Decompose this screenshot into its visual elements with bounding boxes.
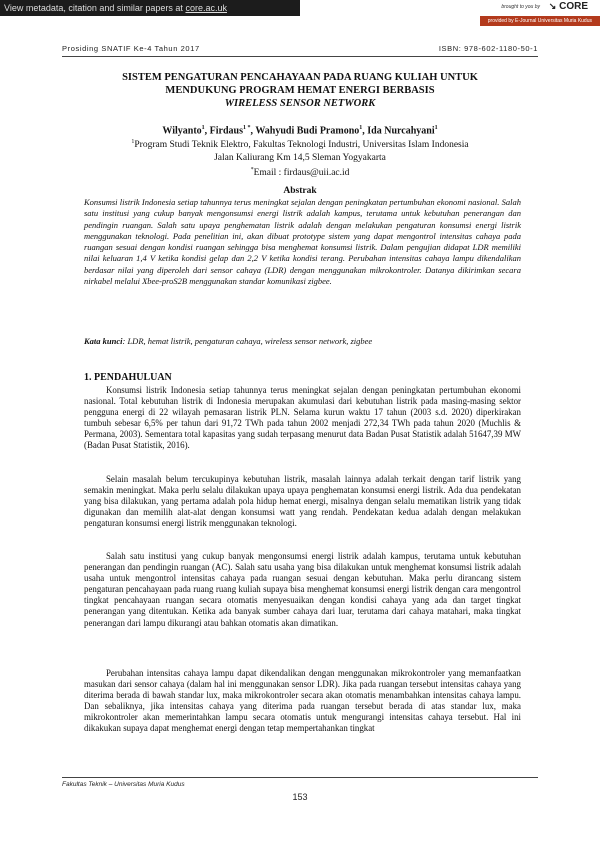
core-link[interactable]: core.ac.uk: [185, 3, 227, 13]
title-line-3: WIRELESS SENSOR NETWORK: [224, 98, 376, 109]
header-rule: [62, 56, 538, 57]
isbn: ISBN: 978-602-1180-50-1: [438, 44, 538, 53]
affil-address: Jalan Kaliurang Km 14,5 Sleman Yogyakarta: [214, 152, 386, 163]
paragraph: Selain masalah belum tercukupinya kebutuhan listrik, masalah lainnya adalah terkait dengan tarif listrik yang semakin meningkat. Maka perlu selalu dilakukan upaya upaya penghematan konsumsi energi listrik. Ada dua pendekatan yang bisa dilakukan, yang pertama adalah pola hidup hemat energi, misalnya dengan selalu mematikan listrik yang tidak digunakan dan memilih alat-alat dengan konsumsi watt yang rendah. Pendekatan kedua adalah dengan melakukan pengaturan konsumsi energi listrik menggunakan teknologi.: [84, 474, 521, 529]
footer-faculty: Fakultas Teknik – Universitas Muria Kudus: [62, 781, 185, 788]
core-metadata-text: View metadata, citation and similar papers at: [4, 3, 183, 13]
author-list: Wilyanto$^1$, Firdaus$^{1 *}$, Wahyudi Budi Pramono$^1$, Ida Nurcahyani$^1$: [162, 125, 438, 137]
affil-institution: Program Studi Teknik Elektro, Fakultas Teknologi Industri, Universitas Islam Indonesia: [134, 140, 469, 151]
page-number: 153: [292, 792, 308, 802]
author-1: Wilyanto: [162, 125, 202, 137]
footer-rule: [62, 777, 538, 778]
author-3-sup: 1: [359, 125, 363, 131]
paragraph: Salah satu institusi yang cukup banyak mengonsumsi energi listrik adalah kampus, terutama untuk kebutuhan penerangan dan pendingin ruangan (AC). Salah satu usaha yang bisa dilakukan untuk menghemat konsumsi listrik adalah usaha untuk mengontrol intensitas cahaya pada ruangan sesuai dengan kebutuhan. Maka perlu dirancang sistem pengaturan pencahayaan pada ruang ruang kuliah supaya bisa menghemat konsumsi energi listrik dengan cara mengontrol tingkat pencahayaan ruangan secara otomatis menyesuaikan dengan kondisi cahaya yang ada dan target tingkat penerangan yang ditentukan. Ketika ada banyak sumber cahaya dari luar, terutama dari cahaya matahari, maka tingkat penerangan dari lampu dikurangi atau bahkan otomatis akan dimatikan.: [84, 551, 521, 628]
core-banner: [0, 0, 600, 27]
paragraph: Perubahan intensitas cahaya lampu dapat dikendalikan dengan menggunakan mikrokontroler yang memanfaatkan masukan dari sensor cahaya (dalam hal ini menggunakan sensor LDR). Jika pada ruangan tersebut intensitas cahaya yang diterima berada di bawah standar lux, maka mikrokontroler secara akan otomatis menambahkan intensitas cahaya lampu. Dan sebaliknya, jika intensitas cahaya yang diterima pada ruangan tersebut berada di atas standar lux, maka mikrokontroler akan memerintahkan lampu secara otomatis untuk mengurangi intensitas cahaya tersebut. Hal ini dikakukan supaya dapat menghemat energi dengan tetap mempertahankan tingkat: [84, 668, 521, 734]
keywords-label: Kata kunci: [84, 336, 123, 346]
affiliation: [62, 136, 538, 180]
affil-sup: 1: [131, 139, 135, 145]
title-line-2: MENDUKUNG PROGRAM HEMAT ENERGI BERBASIS: [165, 85, 435, 96]
core-arrow-icon: ↘: [548, 1, 557, 11]
paragraph: Konsumsi listrik Indonesia setiap tahunnya terus meningkat sejalan dengan peningkatan pertumbuhan ekonomi nasional. Total kebutuhan listrik di Indonesia merupakan akumulasi dari kebutuhan listrik pada masing-masing sektor pengguna energi di 22 wilayah pemasaran listrik PLN. Selama kurun waktu 17 tahun (2003 s.d. 2020) diperkirakan tumbuh sebesar 6,5% per tahun dari 91,72 TWh pada tahun 2002 menjadi 272,34 TWh pada tahun 2020 (Muchlis & Permana, 2003). Sementara total kapasitas yang sudah terpasang menurut data Badan Pusat Statistik adalah 51647,39 MW (Badan Pusat Statistik, 2016).: [84, 385, 521, 451]
author-4-sup: 1: [434, 125, 438, 131]
core-metadata-bar: [0, 0, 300, 16]
abstract-heading: Abstrak: [283, 186, 317, 196]
title-line-1: SISTEM PENGATURAN PENCAHAYAAN PADA RUANG KULIAH UNTUK: [122, 72, 478, 83]
proceedings-name: Prosiding SNATIF Ke-4 Tahun 2017: [62, 44, 200, 53]
author-2: Firdaus: [209, 125, 244, 137]
email-sup: *: [250, 167, 254, 174]
author-3: Wahyudi Budi Pramono: [255, 125, 360, 137]
author-2-sup: 1 *: [243, 125, 251, 131]
paper-title: [62, 71, 538, 110]
core-logo-text: CORE: [559, 1, 588, 12]
affil-email: Email : firdaus@uii.ac.id: [253, 168, 350, 179]
core-brought-by: brought to you by: [501, 4, 540, 10]
keywords-text: : LDR, hemat listrik, pengaturan cahaya, wireless sensor network, zigbee: [122, 336, 373, 346]
core-branding: [488, 0, 600, 27]
core-logo[interactable]: [549, 1, 588, 12]
author-1-sup: 1: [201, 125, 205, 131]
core-provided-by: provided by E-Journal Universitas Muria Kudus: [480, 16, 600, 26]
keywords: [84, 336, 521, 347]
abstract-text: Konsumsi listrik Indonesia setiap tahunnya terus meningkat sejalan dengan peningkatan pertumbuhan ekonomi nasional. Salah satu institusi yang cukup banyak mengonsumsi energi listrik adalah kampus, terutama untuk kebutuhan penerangan dan pendingin ruangan. Salah satu upaya penghematan listrik adalah dengan melakukan pengaturan konsumsi energi listrik menggunakan teknologi. Pada penelitian ini, akan dibuat prototype sistem yang dapat mengontrol intensitas cahaya pada ruangan sesuai dengan kondisi ruangan sehingga bisa menghemat konsumsi listrik. Dalam pengujian didapat LDR memiliki nilai keluaran 1,4 V ketika kondisi gelap dan 2,2 V ketika kondisi terang. Perubahan intensitas cahaya lampu dikendalikan berdasar nilai yang diperoleh dari sensor cahaya (LDR) dengan menggunakan mikrokontroler. Datanya dikirimkan secara nirkabel melalui Xbee-proS2B menggunakan standar komunikasi zigbee.: [84, 197, 521, 287]
section-heading: 1. PENDAHULUAN: [84, 372, 172, 383]
author-4: Ida Nurcahyani: [367, 125, 435, 137]
